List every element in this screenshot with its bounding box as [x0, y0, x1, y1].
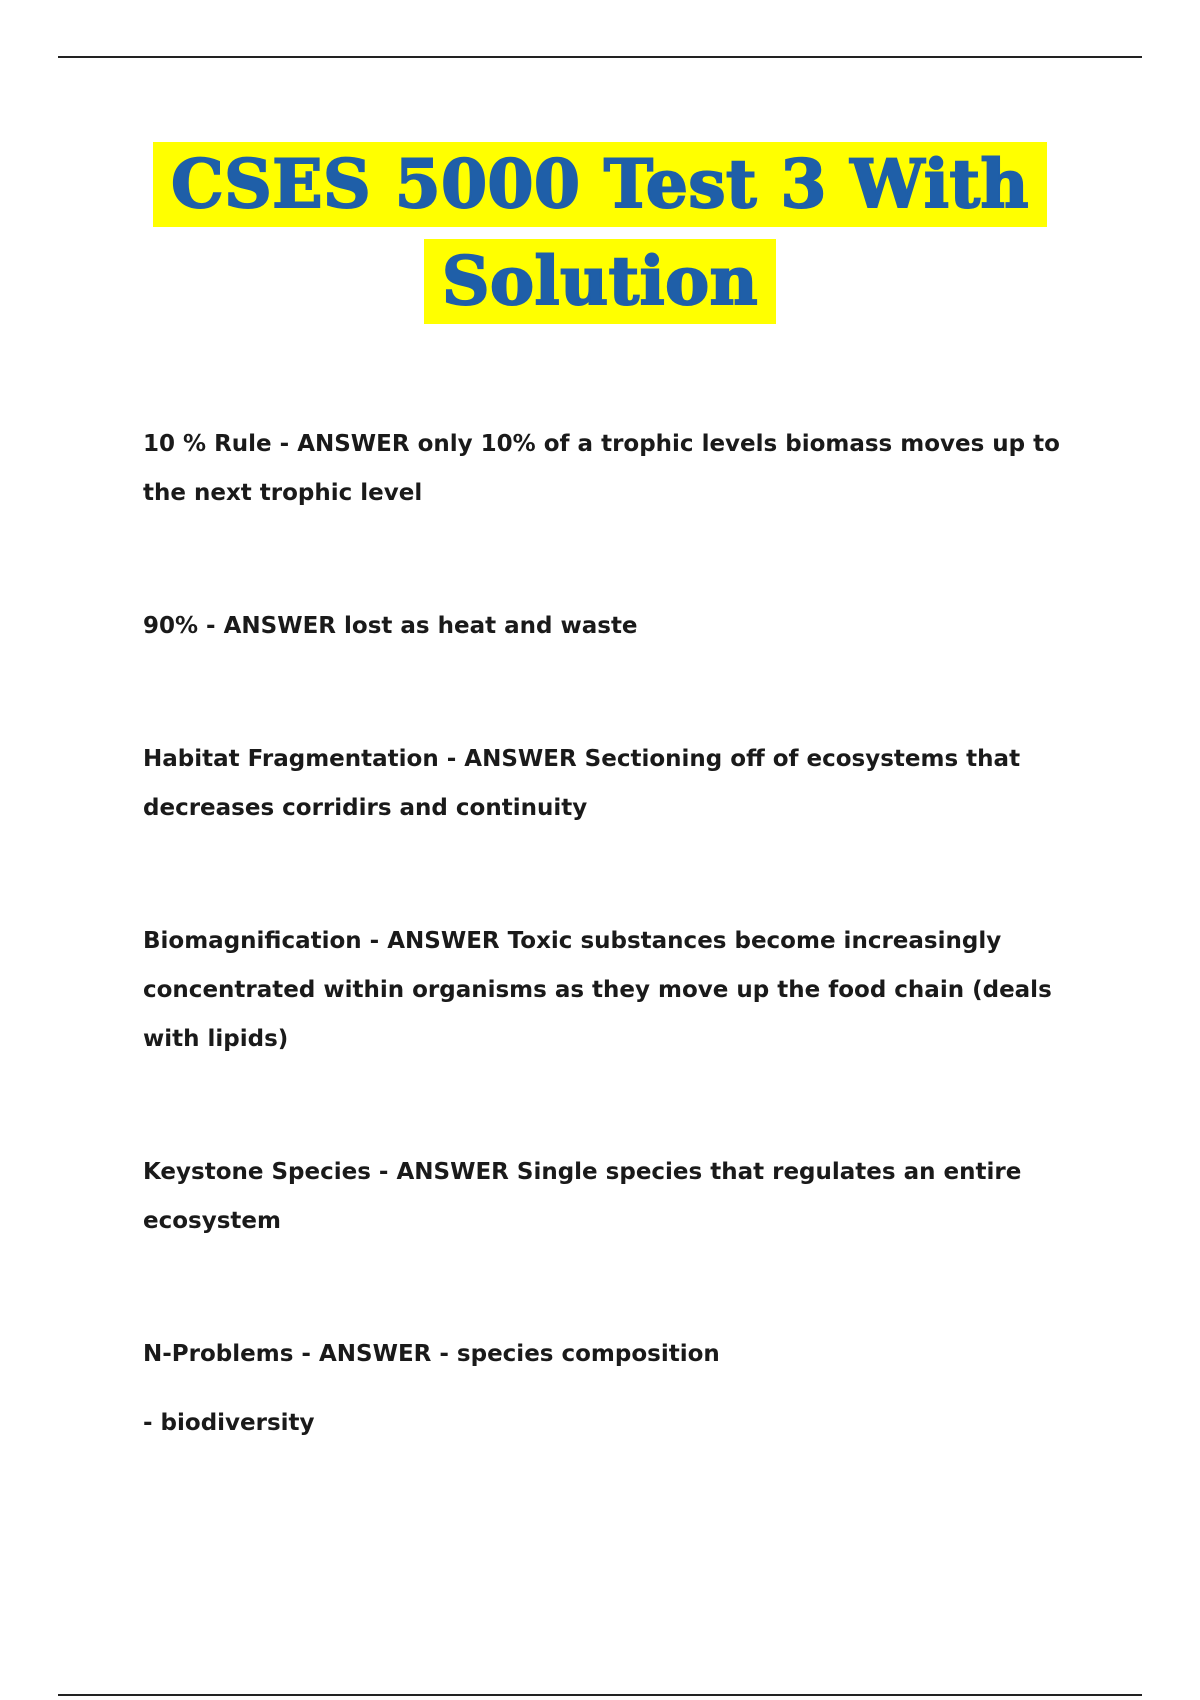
qa-entry-n-problems: N-Problems - ANSWER - species composition — [143, 1341, 720, 1367]
qa-entry-biomagnification: Biomagnification - ANSWER Toxic substances become increasingly concentrated within organisms as they move up the food chain (deals with lipids) — [143, 928, 1052, 1052]
document-title — [0, 142, 1200, 324]
qa-entry-keystone-species: Keystone Species - ANSWER Single species that regulates an entire ecosystem — [143, 1159, 1022, 1234]
qa-entry-habitat-fragmentation: Habitat Fragmentation - ANSWER Sectioning off of ecosystems that decreases corridirs and continuity — [143, 746, 1021, 821]
qa-entry-90-percent: 90% - ANSWER lost as heat and waste — [143, 613, 638, 639]
bottom-rule — [58, 1694, 1142, 1696]
title-line-1: CSES 5000 Test 3 With — [153, 142, 1047, 227]
title-line-2: Solution — [424, 239, 776, 324]
top-rule — [58, 56, 1142, 58]
qa-entry-10-percent-rule: 10 % Rule - ANSWER only 10% of a trophic levels biomass moves up to the next trophic level — [143, 431, 1060, 506]
qa-list — [143, 420, 1083, 1448]
qa-entry-n-problems-item: - biodiversity — [143, 1410, 315, 1436]
